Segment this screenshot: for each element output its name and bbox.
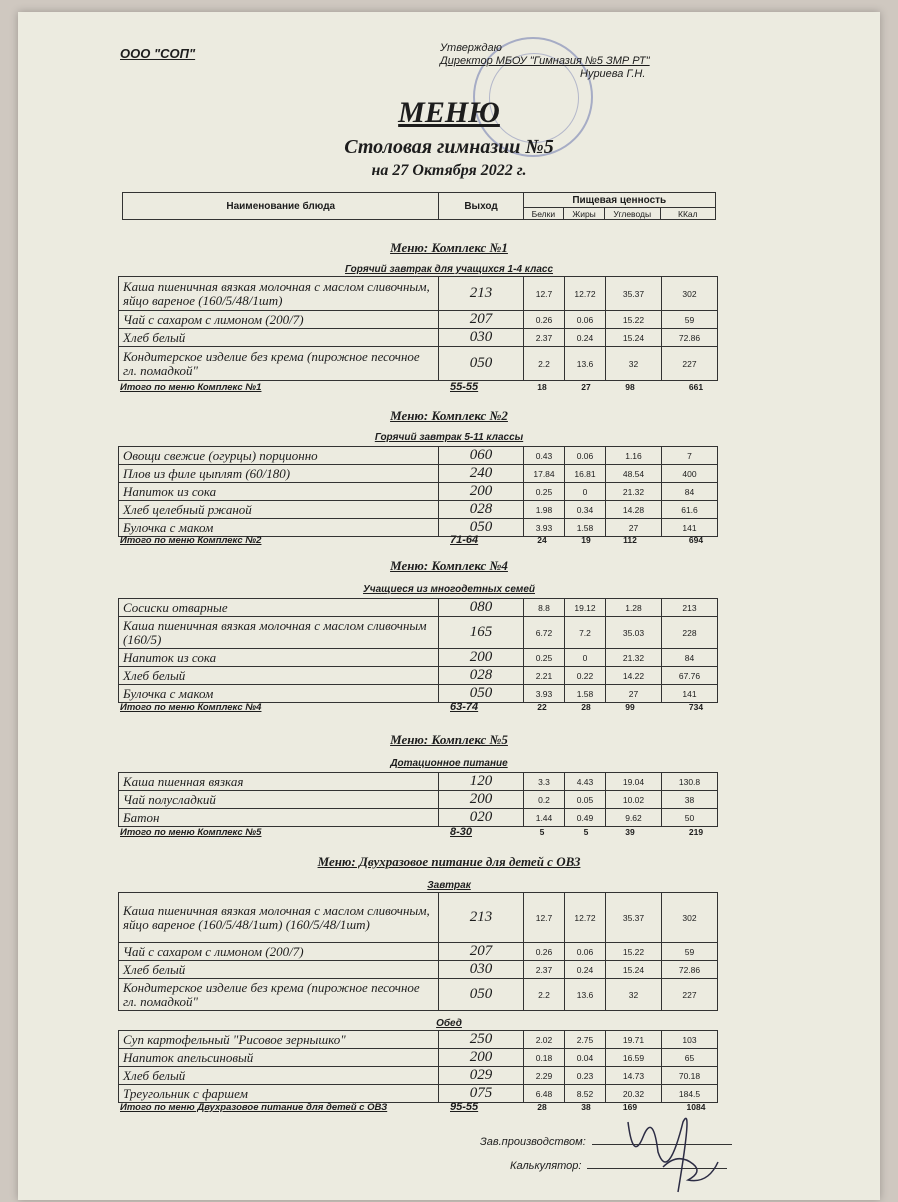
dish-carbs: 19.71 xyxy=(606,1031,662,1049)
total-fat: 28 xyxy=(581,702,591,712)
dish-name: Напиток из сока xyxy=(119,649,439,667)
dish-name: Чай с сахаром с лимоном (200/7) xyxy=(119,311,439,329)
section-title: Меню: Комплекс №2 xyxy=(390,408,508,423)
dish-protein: 2.2 xyxy=(524,347,565,381)
dish-carbs: 21.32 xyxy=(606,483,662,501)
table-row xyxy=(119,685,718,703)
dish-fat: 19.12 xyxy=(565,599,606,617)
dish-fat: 0.05 xyxy=(565,791,606,809)
menu-table xyxy=(118,772,718,827)
dish-fat: 13.6 xyxy=(565,347,606,381)
dish-carbs: 19.04 xyxy=(606,773,662,791)
dish-yield: 029 xyxy=(439,1067,524,1085)
dish-name: Хлеб белый xyxy=(119,329,439,347)
dish-yield: 028 xyxy=(439,667,524,685)
dish-protein: 0.18 xyxy=(524,1049,565,1067)
dish-protein: 2.29 xyxy=(524,1067,565,1085)
dish-name: Булочка с маком xyxy=(119,519,439,537)
dish-protein: 6.72 xyxy=(524,617,565,649)
dish-kcal: 227 xyxy=(662,347,718,381)
section-subtitle: Горячий завтрак 5-11 классы xyxy=(374,432,524,443)
dish-carbs: 27 xyxy=(606,685,662,703)
dish-carbs: 1.16 xyxy=(606,447,662,465)
section-subtitle: Дотационное питание xyxy=(390,758,508,769)
dish-protein: 0.26 xyxy=(524,311,565,329)
dish-fat: 0.24 xyxy=(565,329,606,347)
dish-yield: 213 xyxy=(439,277,524,311)
dish-carbs: 10.02 xyxy=(606,791,662,809)
dish-name: Хлеб белый xyxy=(119,1067,439,1085)
header-dish-name: Наименование блюда xyxy=(123,193,439,220)
dish-name: Хлеб белый xyxy=(119,667,439,685)
dish-protein: 0.43 xyxy=(524,447,565,465)
dish-fat: 13.6 xyxy=(565,979,606,1011)
table-row xyxy=(119,893,718,943)
menu-table xyxy=(118,276,718,381)
signature-icon xyxy=(608,1092,728,1202)
table-header xyxy=(122,192,716,220)
dish-fat: 2.75 xyxy=(565,1031,606,1049)
dish-yield: 240 xyxy=(439,465,524,483)
dish-kcal: 61.6 xyxy=(662,501,718,519)
table-row xyxy=(119,311,718,329)
dish-name: Овощи свежие (огурцы) порционно xyxy=(119,447,439,465)
menu-sheet xyxy=(18,12,880,1200)
dish-kcal: 302 xyxy=(662,277,718,311)
dish-name: Кондитерское изделие без крема (пирожное песочное гл. помадкой" xyxy=(119,979,439,1011)
calculator-label: Калькулятор: xyxy=(510,1160,582,1172)
dish-protein: 2.21 xyxy=(524,667,565,685)
dish-name: Каша пшеничная вязкая молочная с маслом сливочным, яйцо вареное (160/5/48/1шт) (160/5/48/1шт) xyxy=(119,893,439,943)
dish-fat: 12.72 xyxy=(565,893,606,943)
dish-fat: 7.2 xyxy=(565,617,606,649)
dish-name: Булочка с маком xyxy=(119,685,439,703)
header-fat: Жиры xyxy=(564,208,605,220)
dish-fat: 0.23 xyxy=(565,1067,606,1085)
approval-line: Утверждаю xyxy=(440,42,502,54)
dish-carbs: 32 xyxy=(606,347,662,381)
dish-fat: 12.72 xyxy=(565,277,606,311)
dish-name: Суп картофельный "Рисовое зернышко" xyxy=(119,1031,439,1049)
dish-protein: 2.2 xyxy=(524,979,565,1011)
dish-kcal: 67.76 xyxy=(662,667,718,685)
table-row xyxy=(119,617,718,649)
total-yield: 8-30 xyxy=(450,826,473,838)
dish-protein: 8.8 xyxy=(524,599,565,617)
dish-kcal: 302 xyxy=(662,893,718,943)
total-yield: 63-74 xyxy=(450,701,479,713)
dish-carbs: 14.22 xyxy=(606,667,662,685)
approval-block xyxy=(440,42,650,81)
dish-protein: 3.3 xyxy=(524,773,565,791)
total-fat: 5 xyxy=(583,827,589,837)
dish-name: Чай с сахаром с лимоном (200/7) xyxy=(119,943,439,961)
table-row xyxy=(119,667,718,685)
dish-name: Сосиски отварные xyxy=(119,599,439,617)
table-row xyxy=(119,943,718,961)
dish-fat: 0.49 xyxy=(565,809,606,827)
page-title: МЕНЮ xyxy=(398,96,500,129)
section-total xyxy=(120,827,720,841)
table-row xyxy=(119,1049,718,1067)
dish-fat: 0.34 xyxy=(565,501,606,519)
total-protein: 22 xyxy=(537,702,547,712)
dish-yield: 060 xyxy=(439,447,524,465)
dish-name: Треугольник с фаршем xyxy=(119,1085,439,1103)
dish-kcal: 72.86 xyxy=(662,329,718,347)
dish-name: Напиток апельсиновый xyxy=(119,1049,439,1067)
total-fat: 19 xyxy=(581,535,591,545)
dish-fat: 0 xyxy=(565,649,606,667)
dish-protein: 12.7 xyxy=(524,893,565,943)
dish-carbs: 14.28 xyxy=(606,501,662,519)
section-subtitle: Завтрак xyxy=(427,880,471,891)
table-row xyxy=(119,599,718,617)
total-fat: 27 xyxy=(581,382,591,392)
dish-yield: 200 xyxy=(439,1049,524,1067)
manager-label: Зав.производством: xyxy=(480,1136,586,1148)
dish-fat: 0.06 xyxy=(565,447,606,465)
menu-table xyxy=(118,446,718,537)
header-yield: Выход xyxy=(439,193,523,220)
dish-kcal: 59 xyxy=(662,311,718,329)
table-row xyxy=(119,773,718,791)
dish-yield: 250 xyxy=(439,1031,524,1049)
dish-yield: 050 xyxy=(439,347,524,381)
table-row xyxy=(119,1031,718,1049)
dish-fat: 0.22 xyxy=(565,667,606,685)
dish-kcal: 70.18 xyxy=(662,1067,718,1085)
dish-carbs: 21.32 xyxy=(606,649,662,667)
total-kcal: 219 xyxy=(688,827,704,837)
dish-kcal: 400 xyxy=(662,465,718,483)
dish-name: Хлеб белый xyxy=(119,961,439,979)
dish-yield: 200 xyxy=(439,483,524,501)
dish-yield: 207 xyxy=(439,311,524,329)
dish-yield: 030 xyxy=(439,329,524,347)
dish-kcal: 184.5 xyxy=(662,1085,718,1103)
header-protein: Белки xyxy=(523,208,564,220)
dish-carbs: 15.22 xyxy=(606,311,662,329)
total-carbs: 99 xyxy=(625,702,635,712)
organization-name: ООО "СОП" xyxy=(120,46,196,61)
total-kcal: 734 xyxy=(688,702,704,712)
menu-table xyxy=(118,892,718,1011)
total-label: Итого по меню Двухразовое питание для детей с ОВЗ xyxy=(120,1102,388,1113)
menu-table xyxy=(118,598,718,703)
dish-fat: 1.58 xyxy=(565,685,606,703)
table-row xyxy=(119,277,718,311)
section-total xyxy=(120,382,720,396)
dish-protein: 0.25 xyxy=(524,483,565,501)
dish-kcal: 141 xyxy=(662,519,718,537)
approval-signer: Нуриева Г.Н. xyxy=(580,68,646,80)
dish-yield: 050 xyxy=(439,979,524,1011)
dish-name: Батон xyxy=(119,809,439,827)
dish-name: Напиток из сока xyxy=(119,483,439,501)
table-row xyxy=(119,465,718,483)
dish-kcal: 103 xyxy=(662,1031,718,1049)
dish-name: Чай полусладкий xyxy=(119,791,439,809)
table-row xyxy=(119,809,718,827)
table-row xyxy=(119,483,718,501)
header-carbs: Углеводы xyxy=(604,208,660,220)
dish-kcal: 141 xyxy=(662,685,718,703)
total-kcal: 694 xyxy=(688,535,704,545)
table-row xyxy=(119,501,718,519)
total-protein: 28 xyxy=(537,1102,547,1112)
total-protein: 5 xyxy=(539,827,545,837)
total-carbs: 98 xyxy=(625,382,635,392)
total-label: Итого по меню Комплекс №4 xyxy=(120,702,262,713)
menu-date: на 27 Октября 2022 г. xyxy=(371,162,527,179)
dish-yield: 050 xyxy=(439,685,524,703)
total-yield: 55-55 xyxy=(450,381,479,393)
section-total xyxy=(120,702,720,716)
table-row xyxy=(119,447,718,465)
dish-carbs: 9.62 xyxy=(606,809,662,827)
total-label: Итого по меню Комплекс №1 xyxy=(120,382,262,393)
dish-kcal: 59 xyxy=(662,943,718,961)
total-label: Итого по меню Комплекс №2 xyxy=(120,535,262,546)
dish-yield: 020 xyxy=(439,809,524,827)
dish-name: Каша пшенная вязкая xyxy=(119,773,439,791)
dish-fat: 8.52 xyxy=(565,1085,606,1103)
table-row xyxy=(119,649,718,667)
dish-protein: 2.02 xyxy=(524,1031,565,1049)
total-carbs: 112 xyxy=(623,535,637,545)
table-row xyxy=(119,979,718,1011)
dish-kcal: 50 xyxy=(662,809,718,827)
dish-yield: 120 xyxy=(439,773,524,791)
dish-carbs: 35.37 xyxy=(606,277,662,311)
dish-kcal: 7 xyxy=(662,447,718,465)
dish-protein: 0.2 xyxy=(524,791,565,809)
section-title: Меню: Комплекс №1 xyxy=(390,240,508,255)
dish-protein: 1.44 xyxy=(524,809,565,827)
dish-carbs: 35.37 xyxy=(606,893,662,943)
table-row xyxy=(119,1067,718,1085)
approval-director: Директор МБОУ "Гимназия №5 ЗМР РТ" xyxy=(440,55,650,67)
dish-yield: 200 xyxy=(439,791,524,809)
dish-carbs: 15.24 xyxy=(606,961,662,979)
dish-protein: 0.25 xyxy=(524,649,565,667)
dish-yield: 028 xyxy=(439,501,524,519)
dish-carbs: 27 xyxy=(606,519,662,537)
dish-fat: 0.04 xyxy=(565,1049,606,1067)
dish-protein: 0.26 xyxy=(524,943,565,961)
total-fat: 38 xyxy=(581,1102,591,1112)
dish-carbs: 35.03 xyxy=(606,617,662,649)
dish-fat: 1.58 xyxy=(565,519,606,537)
total-kcal: 661 xyxy=(688,382,704,392)
total-protein: 24 xyxy=(537,535,547,545)
dish-yield: 050 xyxy=(439,519,524,537)
total-label: Итого по меню Комплекс №5 xyxy=(120,827,262,838)
total-carbs: 39 xyxy=(625,827,635,837)
dish-protein: 3.93 xyxy=(524,685,565,703)
dish-fat: 0.24 xyxy=(565,961,606,979)
dish-kcal: 213 xyxy=(662,599,718,617)
section-title: Меню: Комплекс №5 xyxy=(390,732,508,747)
dish-protein: 17.84 xyxy=(524,465,565,483)
table-row xyxy=(119,347,718,381)
dish-yield: 080 xyxy=(439,599,524,617)
dish-yield: 075 xyxy=(439,1085,524,1103)
dish-name: Кондитерское изделие без крема (пирожное песочное гл. помадкой" xyxy=(119,347,439,381)
total-protein: 18 xyxy=(537,382,547,392)
section-subtitle: Учащиеся из многодетных семей xyxy=(362,584,535,595)
dish-kcal: 84 xyxy=(662,649,718,667)
dish-carbs: 15.22 xyxy=(606,943,662,961)
header-kcal: ККал xyxy=(660,208,715,220)
dish-kcal: 130.8 xyxy=(662,773,718,791)
dish-protein: 2.37 xyxy=(524,961,565,979)
table-row xyxy=(119,791,718,809)
dish-yield: 213 xyxy=(439,893,524,943)
section-title: Меню: Комплекс №4 xyxy=(390,558,508,573)
dish-kcal: 228 xyxy=(662,617,718,649)
dish-name: Каша пшеничная вязкая молочная с маслом сливочным (160/5) xyxy=(119,617,439,649)
dish-protein: 12.7 xyxy=(524,277,565,311)
section-title: Меню: Двухразовое питание для детей с ОВЗ xyxy=(317,854,581,869)
total-yield: 71-64 xyxy=(450,534,479,546)
dish-fat: 0 xyxy=(565,483,606,501)
dish-fat: 16.81 xyxy=(565,465,606,483)
table-row xyxy=(119,961,718,979)
dish-kcal: 227 xyxy=(662,979,718,1011)
dish-kcal: 84 xyxy=(662,483,718,501)
dish-carbs: 32 xyxy=(606,979,662,1011)
dish-protein: 6.48 xyxy=(524,1085,565,1103)
section-subtitle: Обед xyxy=(436,1018,462,1029)
section-subtitle: Горячий завтрак для учащихся 1-4 класс xyxy=(344,264,554,275)
dish-carbs: 15.24 xyxy=(606,329,662,347)
dish-protein: 2.37 xyxy=(524,329,565,347)
total-yield: 95-55 xyxy=(450,1101,479,1113)
dish-name: Каша пшеничная вязкая молочная с маслом сливочным, яйцо вареное (160/5/48/1шт) xyxy=(119,277,439,311)
dish-carbs: 1.28 xyxy=(606,599,662,617)
dish-carbs: 48.54 xyxy=(606,465,662,483)
dish-yield: 207 xyxy=(439,943,524,961)
dish-fat: 0.06 xyxy=(565,943,606,961)
dish-carbs: 16.59 xyxy=(606,1049,662,1067)
dish-kcal: 72.86 xyxy=(662,961,718,979)
section-total xyxy=(120,535,720,549)
dish-name: Хлеб целебный ржаной xyxy=(119,501,439,519)
dish-fat: 4.43 xyxy=(565,773,606,791)
table-row xyxy=(119,329,718,347)
total-kcal: 1084 xyxy=(686,1102,706,1112)
dish-protein: 1.98 xyxy=(524,501,565,519)
dish-carbs: 14.73 xyxy=(606,1067,662,1085)
total-carbs: 169 xyxy=(622,1102,638,1112)
dish-yield: 200 xyxy=(439,649,524,667)
header-nutrition: Пищевая ценность xyxy=(523,193,715,208)
dish-fat: 0.06 xyxy=(565,311,606,329)
table-row xyxy=(119,519,718,537)
dish-yield: 030 xyxy=(439,961,524,979)
dish-kcal: 65 xyxy=(662,1049,718,1067)
dish-yield: 165 xyxy=(439,617,524,649)
dish-kcal: 38 xyxy=(662,791,718,809)
dish-carbs: 20.32 xyxy=(606,1085,662,1103)
dish-protein: 3.93 xyxy=(524,519,565,537)
page-subtitle: Столовая гимназии №5 xyxy=(344,136,554,158)
dish-name: Плов из филе цыплят (60/180) xyxy=(119,465,439,483)
